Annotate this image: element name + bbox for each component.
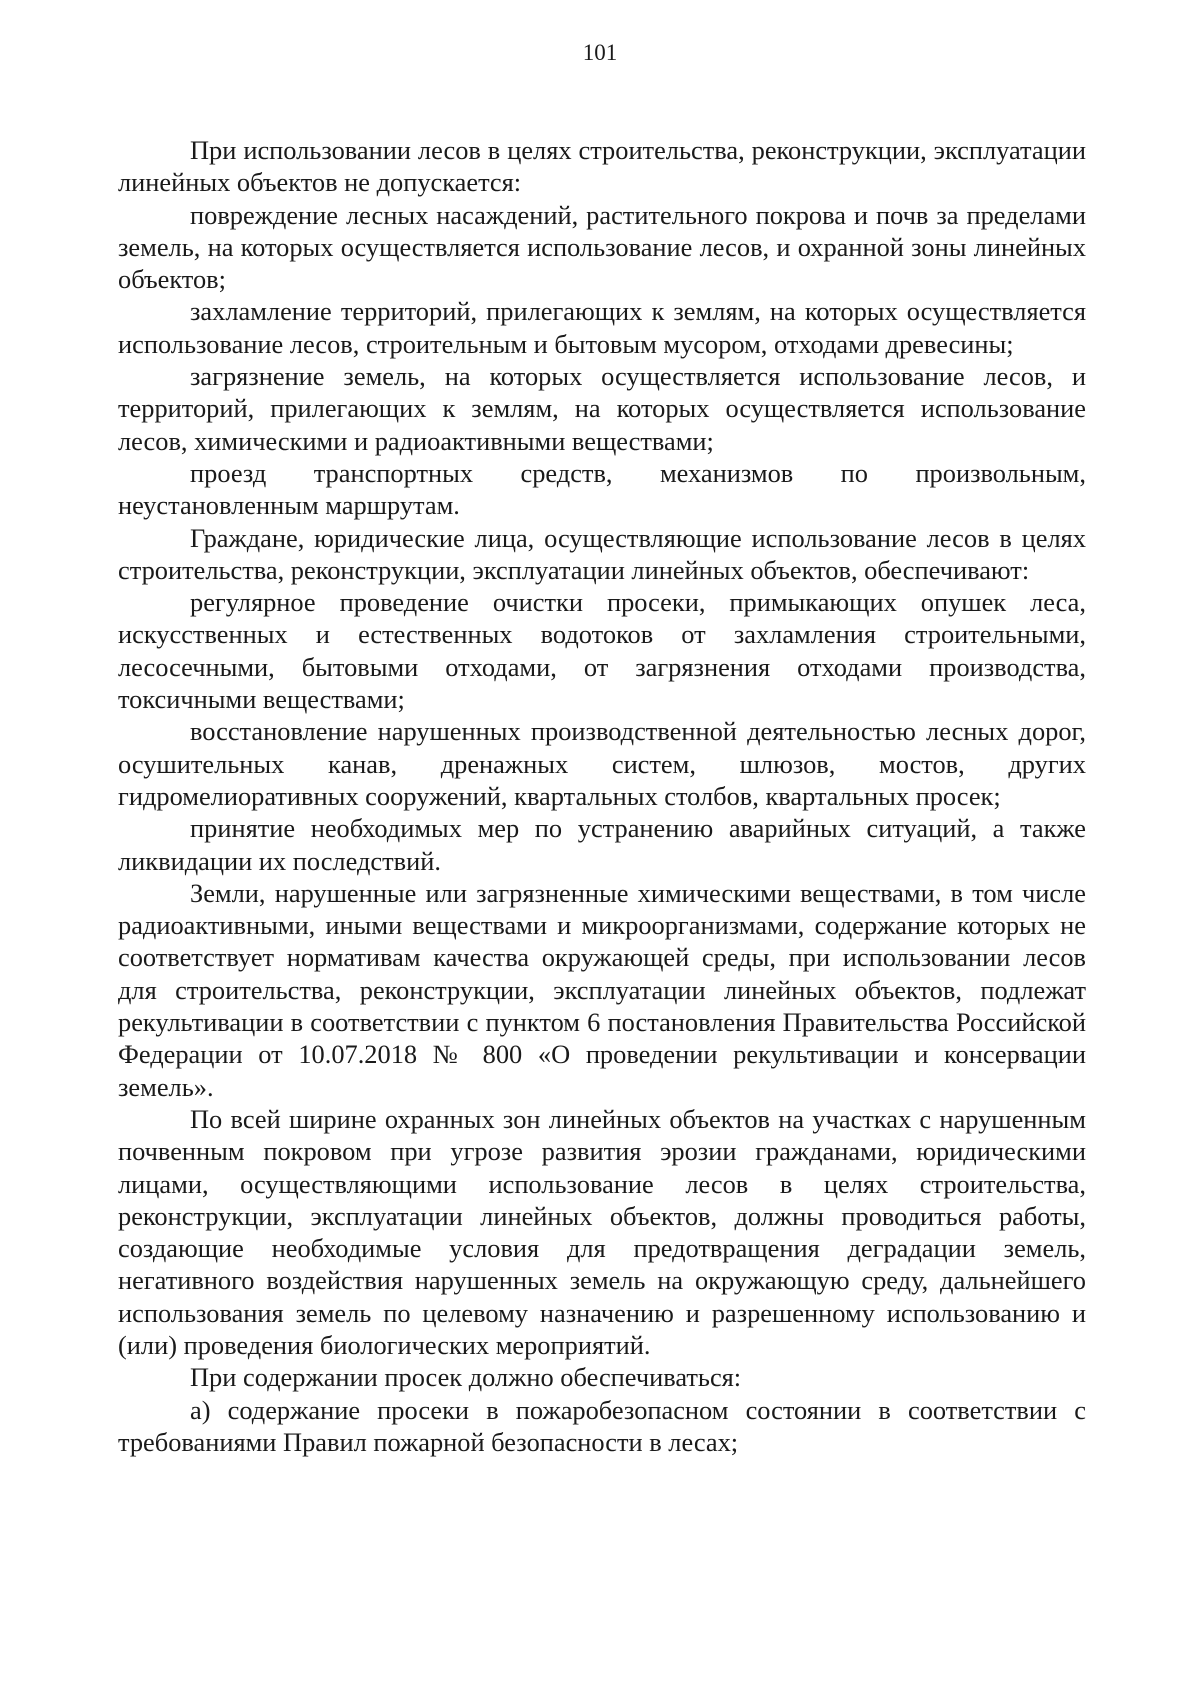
paragraph-9: принятие необходимых мер по устранению аварийных ситуаций, а также ликвидации их последствий.: [118, 813, 1086, 876]
paragraph-2: повреждение лесных насаждений, растительного покрова и почв за пределами земель, на которых осуществляется использование лесов, и охранной зоны линейных объектов;: [118, 199, 1086, 295]
paragraph-5: проезд транспортных средств, механизмов по произвольным, неустановленным маршрутам.: [118, 457, 1086, 521]
paragraph-3: захламление территорий, прилегающих к землям, на которых осуществляется использование лесов, строительным и бытовым мусором, отходами древесины;: [118, 296, 1086, 359]
paragraph-4: загрязнение земель, на которых осуществляется использование лесов, и территорий, прилегающих к землям, на которых осуществляется использование лесов, химическими и радиоактивными веществами;: [118, 361, 1086, 456]
paragraph-7: регулярное проведение очистки просеки, примыкающих опушек леса, искусственных и естественных водотоков от захламления строительными, лесосечными, бытовыми отходами, от загрязнения отходами производства, токсичными веществами;: [118, 587, 1086, 715]
paragraph-1: При использовании лесов в целях строительства, реконструкции, эксплуатации линейных объектов не допускается:: [118, 135, 1086, 198]
paragraph-6: Граждане, юридические лица, осуществляющие использование лесов в целях строительства, реконструкции, эксплуатации линейных объектов, обеспечивают:: [118, 522, 1086, 585]
paragraph-11: По всей ширине охранных зон линейных объектов на участках с нарушенным почвенным покровом при угрозе развития эрозии гражданами, юридическими лицами, осуществляющими использование лесов в целях строительства, реконструкции, эксплуатации линейных объектов, должны проводиться работы, создающие необходимые условия для предотвращения деградации земель, негативного воздействия нарушенных земель на окружающую среду, дальнейшего использования земель по целевому назначению и разрешенному использованию и (или) проведения биологических мероприятий.: [118, 1103, 1086, 1360]
page-number: 101: [582, 40, 618, 65]
document-body: [118, 134, 1086, 1458]
paragraph-8: восстановление нарушенных производственной деятельностью лесных дорог, осушительных канав, дренажных систем, шлюзов, мостов, других гидромелиоративных сооружений, квартальных столбов, квартальных просек;: [118, 716, 1086, 811]
paragraph-12: При содержании просек должно обеспечиваться:: [190, 1362, 742, 1393]
paragraph-13: а) содержание просеки в пожаробезопасном состоянии в соответствии с требованиями Правил пожарной безопасности в лесах;: [118, 1394, 1086, 1457]
paragraph-10: Земли, нарушенные или загрязненные химическими веществами, в том числе радиоактивными, иными веществами и микроорганизмами, содержание которых не соответствует нормативам качества окружающей среды, при использовании лесов для строительства, реконструкции, эксплуатации линейных объектов, подлежат рекультивации в соответствии с пунктом 6 постановления Правительства Российской Федерации от 10.07.2018 № 800 «О проведении рекультивации и консервации земель».: [118, 877, 1086, 1102]
